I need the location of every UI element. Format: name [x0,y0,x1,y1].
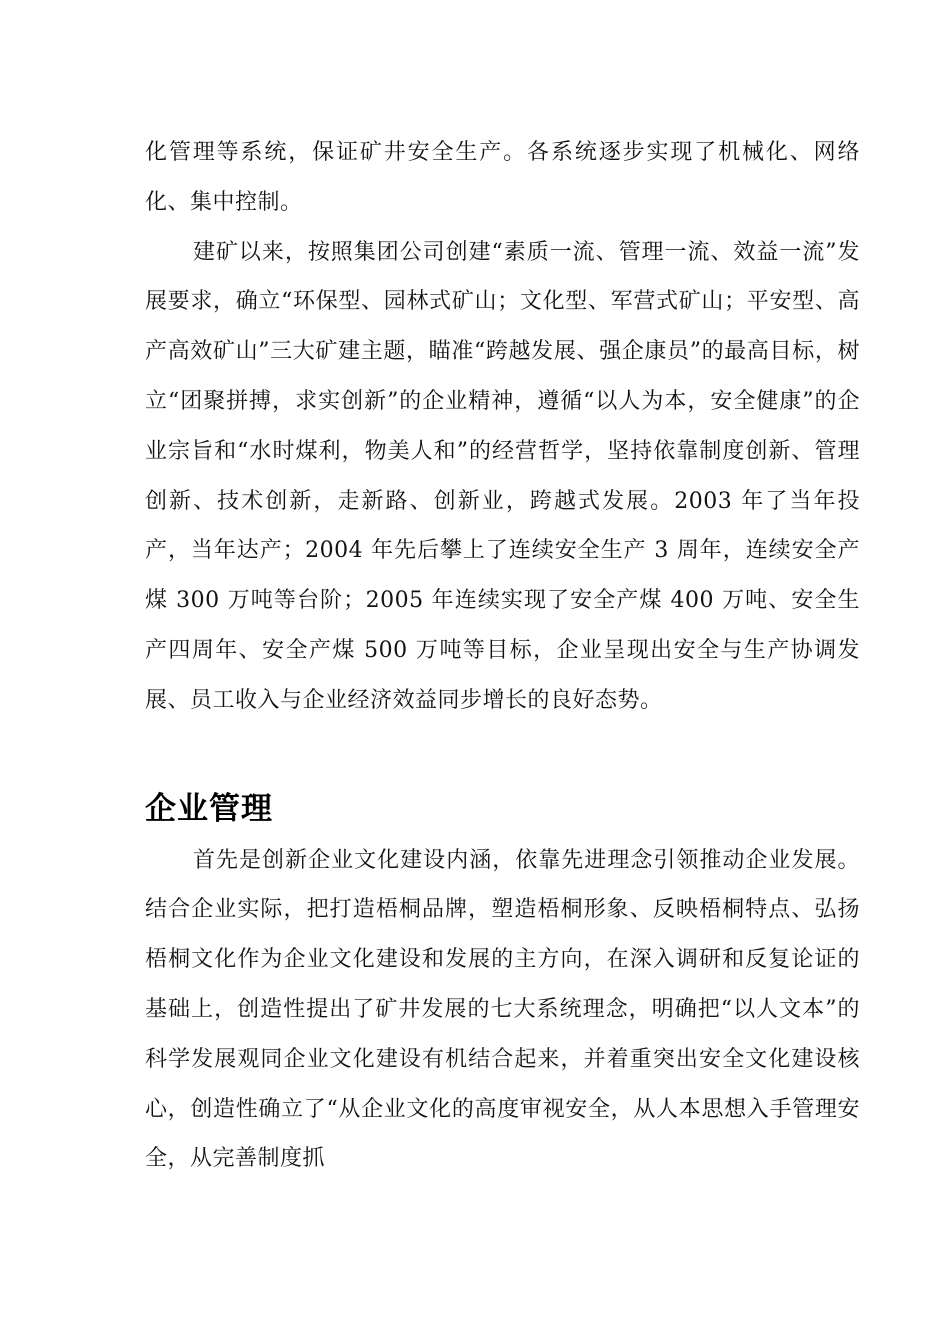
section-heading: 企业管理 [145,790,273,827]
paragraph-history: 建矿以来，按照集团公司创建“素质一流、管理一流、效益一流”发展要求，确立“环保型、园林式矿山；文化型、军营式矿山；平安型、高产高效矿山”三大矿建主题，瞄准“跨越发展、强企康员”的最高目标，树立“团聚拼搏，求实创新”的企业精神，遵循“以人为本，安全健康”的企业宗旨和“水时煤利，物美人和”的经营哲学，坚持依靠制度创新、管理创新、技术创新，走新路、创新业，跨越式发展。2003 年了当年投产，当年达产；2004 年先后攀上了连续安全生产 3 周年，连续安全产煤 300 万吨等台阶；2005 年连续实现了安全产煤 400 万吨、安全生产四周年、安全产煤 500 万吨等目标，企业呈现出安全与生产协调发展、员工收入与企业经济效益同步增长的良好态势。 [145,239,860,713]
paragraph-management: 首先是创新企业文化建设内涵，依靠先进理念引领推动企业发展。结合企业实际，把打造梧桐品牌，塑造梧桐形象、反映梧桐特点、弘扬梧桐文化作为企业文化建设和发展的主方向，在深入调研和反复论证的基础上，创造性提出了矿井发展的七大系统理念，明确把“以人文本”的科学发展观同企业文化建设有机结合起来，并着重突出安全文化建设核心，创造性确立了“从企业文化的高度审视安全，从人本思想入手管理安全，从完善制度抓 [145,847,860,1172]
document-content [145,128,860,1184]
paragraph-continuation: 化管理等系统，保证矿井安全生产。各系统逐步实现了机械化、网络化、集中控制。 [145,140,860,215]
section-body [145,836,860,1185]
